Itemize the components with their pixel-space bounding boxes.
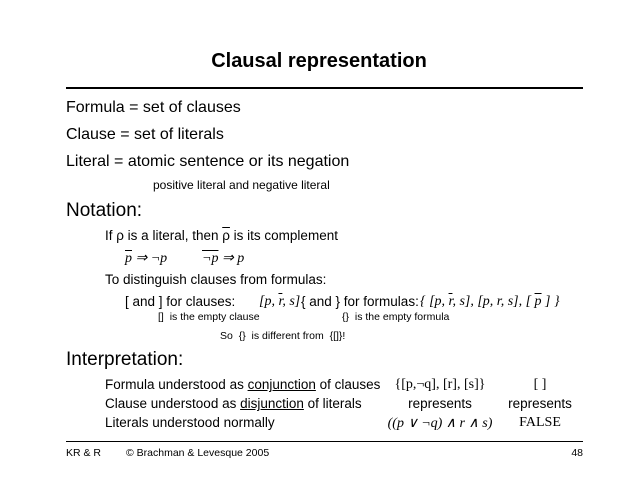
interp-line-2 — [105, 396, 362, 411]
example-empty-clause: [ ] — [533, 377, 547, 392]
title-divider — [66, 87, 583, 89]
slide-title: Clausal representation — [211, 50, 427, 72]
rule2-result: p — [237, 251, 245, 266]
example-meaning: ((p ∨ ¬q) ∧ r ∧ s) — [387, 416, 493, 431]
represents-label-1: represents — [408, 396, 472, 411]
clauses-example — [259, 294, 300, 310]
formulas-example-a: { [p, — [420, 294, 449, 309]
represents-label-2: represents — [508, 396, 572, 411]
so-mid-text: is different from — [251, 330, 324, 342]
complement-suffix: is its complement — [229, 228, 338, 243]
rule1-arrow: ⇒ — [132, 251, 151, 266]
distinguish-line: To distinguish clauses from formulas: — [105, 272, 327, 287]
page-number: 48 — [571, 447, 583, 459]
definition-literal: Literal = atomic sentence or its negation — [66, 153, 350, 170]
clauses-example-open: [p, — [259, 294, 279, 309]
notation-heading: Notation: — [66, 200, 143, 221]
formulas-example-c: ] } — [541, 294, 560, 309]
interpretation-heading: Interpretation: — [66, 349, 184, 370]
interp-line-1-pre: Formula understood as — [105, 377, 248, 392]
definition-clause: Clause = set of literals — [66, 126, 224, 143]
empty-clause-note — [158, 311, 260, 323]
formulas-example — [420, 294, 560, 310]
so-symbol-2: {[]} — [329, 330, 343, 342]
interp-line-2-post: of literals — [303, 396, 362, 411]
example-false: FALSE — [519, 415, 561, 430]
so-end: ! — [342, 330, 346, 342]
interp-line-2-pre: Clause understood as — [105, 396, 241, 411]
disjunction-term: disjunction — [240, 396, 304, 411]
formulas-example-bar: $\overline{r}$ — [448, 294, 453, 309]
empty-formula-text: is the empty formula — [354, 311, 450, 323]
interp-line-1-post: of clauses — [315, 377, 381, 392]
interp-line-1 — [105, 377, 380, 392]
footer-left: KR & R — [66, 447, 102, 459]
formulas-notation: { and } for formulas: — [301, 294, 419, 309]
empty-formula-symbol: {} — [342, 311, 350, 323]
so-text: So — [220, 330, 233, 342]
footer-divider — [66, 441, 583, 442]
rule2-var: ¬p — [202, 251, 219, 266]
complement-var: $\overline{\rho}$ — [222, 228, 230, 243]
empty-clause-symbol: [] — [158, 311, 164, 323]
interp-line-3: Literals understood normally — [105, 415, 275, 430]
rule1-var: $\overline{p}$ — [125, 251, 132, 266]
so-note — [220, 330, 345, 342]
conjunction-term: conjunction — [247, 377, 316, 392]
rule2-arrow: ⇒ — [218, 251, 238, 266]
definition-formula: Formula = set of clauses — [66, 99, 241, 116]
clauses-example-bar: $\overline{r}$ — [278, 294, 283, 309]
complement-rule-1 — [125, 250, 167, 267]
formulas-example-bar2: $\overline{p}$ — [534, 294, 542, 309]
formulas-example-b: , s], [p, r, s], [ — [452, 294, 535, 309]
complement-line — [105, 228, 338, 243]
rule1-result: ¬p — [150, 251, 168, 266]
so-symbol-1: {} — [238, 330, 246, 342]
clauses-example-close: , s] — [282, 294, 301, 309]
empty-clause-text: is the empty clause — [169, 311, 260, 323]
footer-copyright: © Brachman & Levesque 2005 — [126, 447, 270, 459]
complement-rule-2 — [202, 250, 244, 267]
literal-note: positive literal and negative literal — [153, 178, 330, 192]
clauses-notation: [ and ] for clauses: — [125, 294, 236, 309]
example-formula: {[p,¬q], [r], [s]} — [394, 377, 486, 392]
empty-formula-note — [342, 311, 449, 323]
complement-prefix: If ρ is a literal, then — [105, 228, 223, 243]
